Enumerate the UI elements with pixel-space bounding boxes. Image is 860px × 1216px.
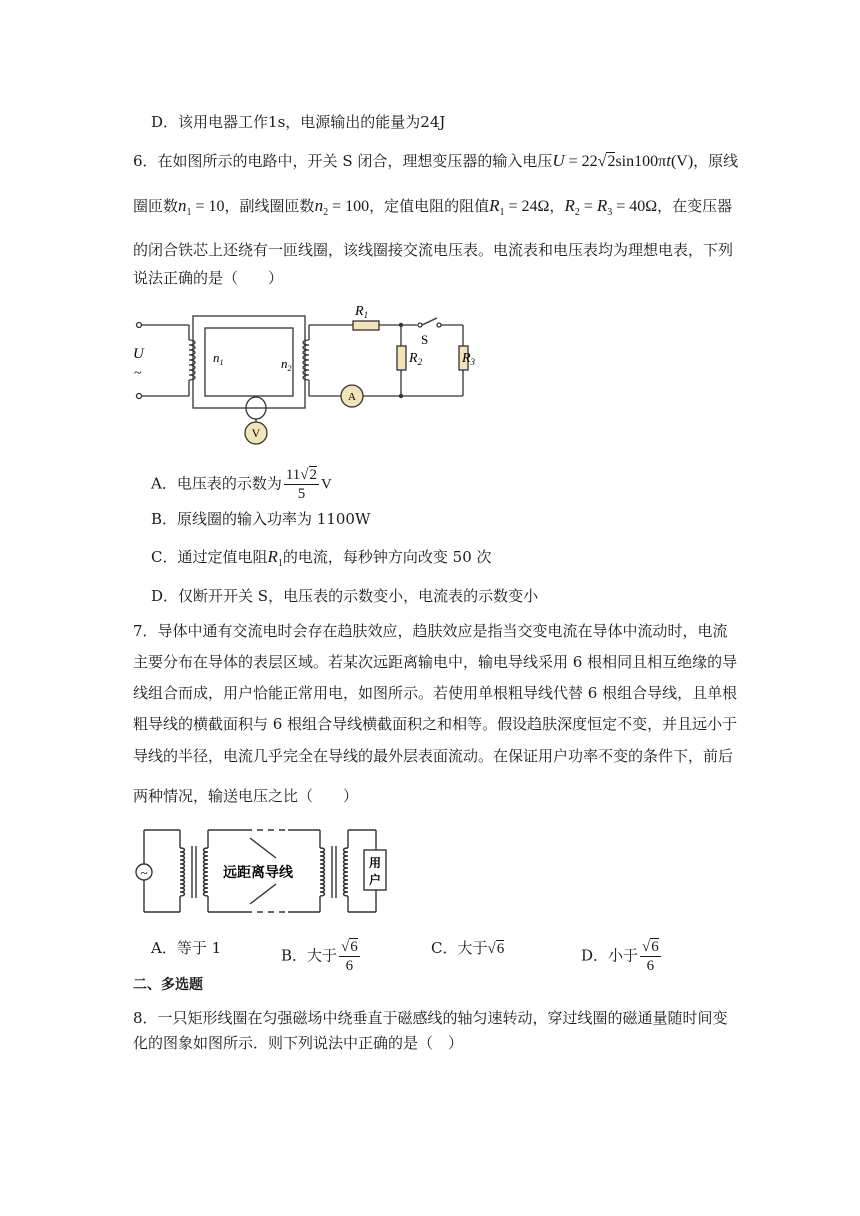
q6-formula-unit: (V) [670, 153, 694, 170]
q6-formula-rad: 2 [607, 153, 616, 170]
q6-formula-sqrt: √2 [597, 153, 616, 170]
q6-n2: n [314, 196, 324, 215]
q6-diagram-voltmeter-label: V [251, 426, 261, 440]
q7-line4: 粗导线的横截面积与 6 根组合导线横截面积之和相等。假设趋肤深度恒定不变，并且远小于 [133, 715, 738, 733]
q6-option-a [151, 466, 332, 503]
q6-stem-line1 [133, 151, 738, 172]
q7-option-c [431, 938, 504, 959]
q6-r1-val: = 24Ω [504, 198, 550, 215]
q6-r2: R [564, 196, 575, 215]
q6-option-a-unit: V [321, 476, 332, 493]
q6-n1: n [178, 196, 187, 215]
q6-line1b: ，原线 [693, 152, 739, 170]
q6-stem-line3 [133, 240, 733, 260]
q6-option-d [151, 586, 538, 606]
q7-option-b-prefix: B．大于 [281, 946, 338, 965]
q6-option-c-b: 的电流，每秒钟方向改变 50 次 [282, 548, 492, 566]
q7-option-b-rad: 6 [350, 939, 358, 955]
q6-diagram-ammeter-label: A [348, 391, 356, 403]
q7-stem-line3 [133, 683, 737, 703]
q7-line2: 主要分布在导体的表层区域。若某次远距离输电中，输电导线采用 6 根相同且相互绝缘的导 [133, 653, 738, 671]
q6-line2c: ，定值电阻的阻值 [369, 197, 490, 215]
q8-stem-line2 [133, 1033, 463, 1053]
q6-diagram-r1-label: $R_1$ [355, 304, 369, 320]
q6-n2-sub: 2 [323, 207, 329, 218]
q6-diagram-r2-label: $R_2$ [409, 351, 423, 367]
q6-diagram-tilde-label: ~ [134, 366, 142, 381]
q7-source-symbol: ~ [140, 865, 148, 880]
q6-option-a-prefix: A．电压表的示数为 [151, 474, 282, 493]
section-2-title: 二、多选题 [133, 977, 203, 993]
q7-stem-line4 [133, 714, 737, 734]
q6-line1a: 6．在如图所示的电路中，开关 S 闭合，理想变压器的输入电压 [133, 152, 553, 170]
q8-line1: 8．一只矩形线圈在匀强磁场中绕垂直于磁感线的轴匀速转动，穿过线圈的磁通量随时间变 [133, 1009, 728, 1027]
q6-option-d-text: D．仅断开开关 S，电压表的示数变小，电流表的示数变小 [151, 587, 539, 605]
q7-user-label-2: 户 [368, 873, 382, 887]
q7-option-d [581, 938, 663, 975]
q6-line2a: 圈匝数 [133, 197, 179, 215]
q7-line1: 7．导体中通有交流电时会存在趋肤效应，趋肤效应是指当交变电流在导体中流动时，电流 [133, 622, 728, 640]
q6-r23-val: = 40Ω [612, 198, 658, 215]
q6-option-a-fraction: $\frac{11√2}{5}$ [285, 467, 318, 502]
q6-r1: R [489, 196, 500, 215]
q7-stem-line5 [133, 746, 733, 766]
q6-option-c-a: C．通过定值电阻 [151, 548, 268, 566]
q6-r3: R [596, 196, 608, 215]
q6-r2-sub: 2 [574, 207, 580, 218]
q7-option-c-prefix: C．大于 [431, 939, 488, 957]
q6-option-c [151, 547, 492, 574]
q6-diagram-n2-label: $n_2$ [281, 356, 292, 373]
q7-option-b-fraction: $\frac{√6}{6}$ [341, 939, 358, 974]
q7-line6: 两种情况，输送电压之比（ ） [133, 787, 359, 805]
q6-line4: 说法正确的是（ ） [133, 269, 284, 287]
q6-option-c-sub: 1 [277, 558, 283, 569]
q8-stem-line1 [133, 1008, 728, 1028]
q6-n1-val: = 10 [191, 198, 225, 215]
q7-line3: 线组合而成，用户恰能正常用电，如图所示。若使用单根粗导线代替 6 根组合导线，且单根 [133, 684, 738, 702]
q6-option-c-r: R [267, 547, 278, 566]
q7-option-c-rad: 6 [496, 941, 505, 957]
q6-stem-line2 [133, 196, 732, 223]
q6-formula-t: t [666, 151, 671, 170]
section-2-heading [133, 975, 203, 995]
q6-formula-eq: = 22 [564, 153, 598, 170]
q5-option-d-text: D．该用电器工作1s，电源输出的能量为24J [151, 113, 446, 131]
q6-stem-line4 [133, 268, 283, 288]
q6-option-a-den: 5 [297, 486, 306, 502]
q7-option-d-den: 6 [646, 958, 655, 974]
q7-option-d-prefix: D．小于 [581, 946, 639, 965]
q6-line2d: ， [549, 197, 565, 215]
q7-line5: 导线的半径，电流几乎完全在导线的最外层表面流动。在保证用户功率不变的条件下，前后 [133, 747, 734, 765]
q6-n2-val: = 100 [328, 198, 370, 215]
q6-diagram-n1-label: $n_1$ [213, 350, 224, 367]
q6-circuit-diagram [125, 300, 475, 450]
q7-option-d-rad: 6 [651, 939, 659, 955]
q5-option-d [151, 112, 445, 132]
q6-line3: 的闭合铁芯上还绕有一匝线圈，该线圈接交流电压表。电流表和电压表均为理想电表，下列 [133, 241, 734, 259]
q6-diagram-u-label: U [133, 346, 144, 362]
q6-option-a-rad: 2 [309, 467, 318, 483]
q6-option-a-num: 11 [285, 467, 301, 483]
q7-wire-label: 远距离导线 [223, 865, 293, 881]
q6-line2b: ，副线圈匝数 [224, 197, 315, 215]
q7-user-label-1: 用 [368, 856, 382, 870]
q6-r3-eq: = [579, 198, 597, 215]
q8-line2: 化的图象如图所示．则下列说法中正确的是（ ） [133, 1034, 464, 1052]
q6-n1-sub: 1 [186, 207, 192, 218]
q6-r1-sub: 1 [499, 207, 505, 218]
q7-option-b-den: 6 [345, 958, 354, 974]
q7-option-c-sqrt: √6 [487, 941, 505, 957]
q6-option-b [151, 509, 370, 529]
q6-diagram-r3-label: $R_3$ [461, 351, 475, 367]
q7-stem-line1 [133, 621, 728, 641]
q6-diagram-s-label: S [421, 332, 429, 347]
q6-formula-rest: sin100π [615, 153, 667, 170]
q7-stem-line6 [133, 786, 358, 806]
q7-option-b [281, 938, 362, 975]
q6-line2e: ，在变压器 [657, 197, 733, 215]
q6-option-b-text: B．原线圈的输入功率为 1100W [151, 510, 371, 528]
q7-option-a [151, 938, 221, 958]
q6-r3-sub: 3 [607, 207, 613, 218]
q7-option-a-text: A．等于 1 [151, 939, 222, 957]
q7-transmission-diagram [130, 824, 396, 916]
q6-formula-u: U [552, 151, 565, 170]
q7-option-d-fraction: $\frac{√6}{6}$ [642, 939, 659, 974]
q7-stem-line2 [133, 652, 737, 672]
